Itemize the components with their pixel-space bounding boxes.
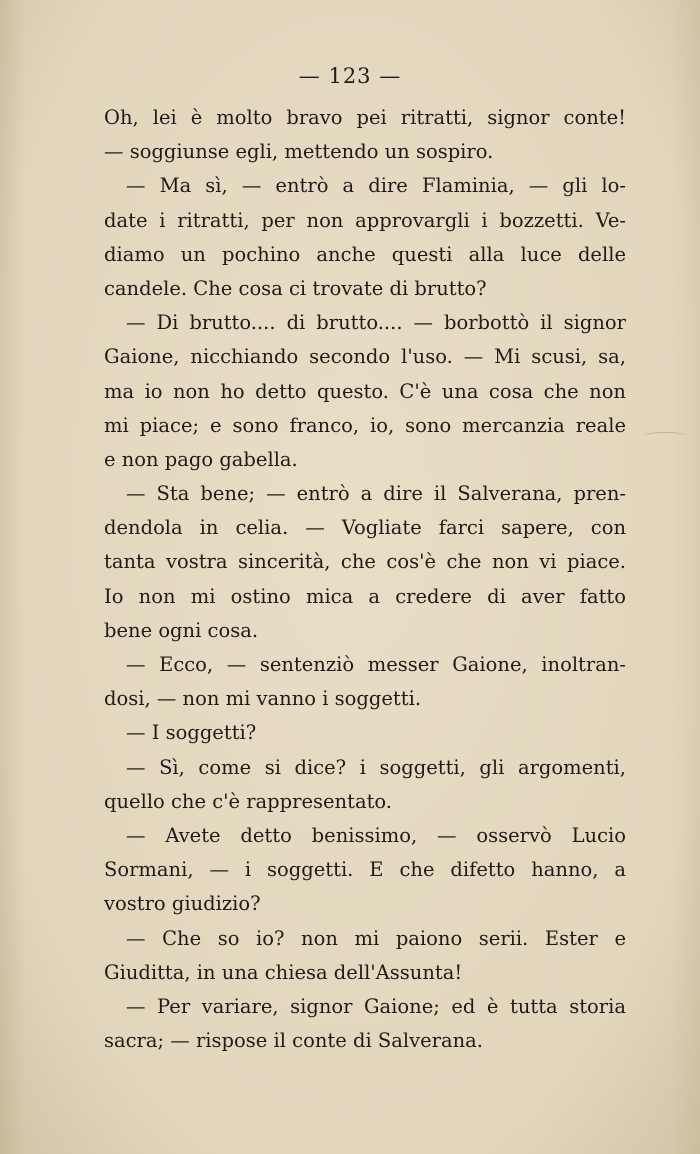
- page-number: — 123 —: [298, 64, 402, 88]
- text-line: ma io non ho detto questo. C'è una cosa che non: [104, 379, 626, 403]
- text-line: Io non mi ostino mica a credere di aver fatto: [104, 584, 626, 608]
- text-line: tanta vostra sincerità, che cos'è che non vi piace.: [104, 550, 626, 574]
- text-line: — Sì, come si dice? i soggetti, gli argomenti,: [126, 755, 626, 779]
- text-line: mi piace; e sono franco, io, sono mercanzia reale: [104, 413, 626, 437]
- text-line: — soggiunse egli, mettendo un sospiro.: [104, 140, 494, 164]
- text-line: — Per variare, signor Gaione; ed è tutta storia: [126, 994, 626, 1018]
- text-line: e non pago gabella.: [104, 447, 298, 471]
- text-line: — Avete detto benissimo, — osservò Lucio: [126, 823, 626, 847]
- text-line: — Di brutto.... di brutto.... — borbottò il signor: [126, 311, 626, 335]
- text-line: — Che so io? non mi paiono serii. Ester e: [126, 926, 626, 950]
- page-text: [104, 101, 626, 1058]
- text-line: Gaione, nicchiando secondo l'uso. — Mi scusi, sa,: [104, 345, 626, 369]
- paper-mark: [644, 432, 686, 439]
- text-line: — I soggetti?: [126, 721, 257, 745]
- text-line: sacra; — rispose il conte di Salverana.: [104, 1029, 483, 1053]
- text-line: diamo un pochino anche questi alla luce delle: [104, 242, 626, 266]
- text-line: — Sta bene; — entrò a dire il Salverana, pren-: [126, 482, 626, 506]
- text-line: date i ritratti, per non approvargli i bozzetti. Ve-: [104, 208, 626, 232]
- text-line: Giuditta, in una chiesa dell'Assunta!: [104, 960, 463, 984]
- text-line: — Ma sì, — entrò a dire Flaminia, — gli lo-: [126, 174, 626, 198]
- text-line: dendola in celia. — Vogliate farci sapere, con: [104, 516, 626, 540]
- text-line: dosi, — non mi vanno i soggetti.: [104, 687, 422, 711]
- text-line: bene ogni cosa.: [104, 618, 259, 642]
- text-line: — Ecco, — sentenziò messer Gaione, inoltran-: [126, 653, 626, 676]
- text-line: vostro giudizio?: [104, 892, 261, 916]
- text-line: quello che c'è rappresentato.: [104, 789, 393, 813]
- text-line: Sormani, — i soggetti. E che difetto hanno, a: [104, 858, 626, 882]
- text-line: candele. Che cosa ci trovate di brutto?: [104, 276, 487, 300]
- text-line: Oh, lei è molto bravo pei ritratti, signor conte!: [104, 106, 626, 129]
